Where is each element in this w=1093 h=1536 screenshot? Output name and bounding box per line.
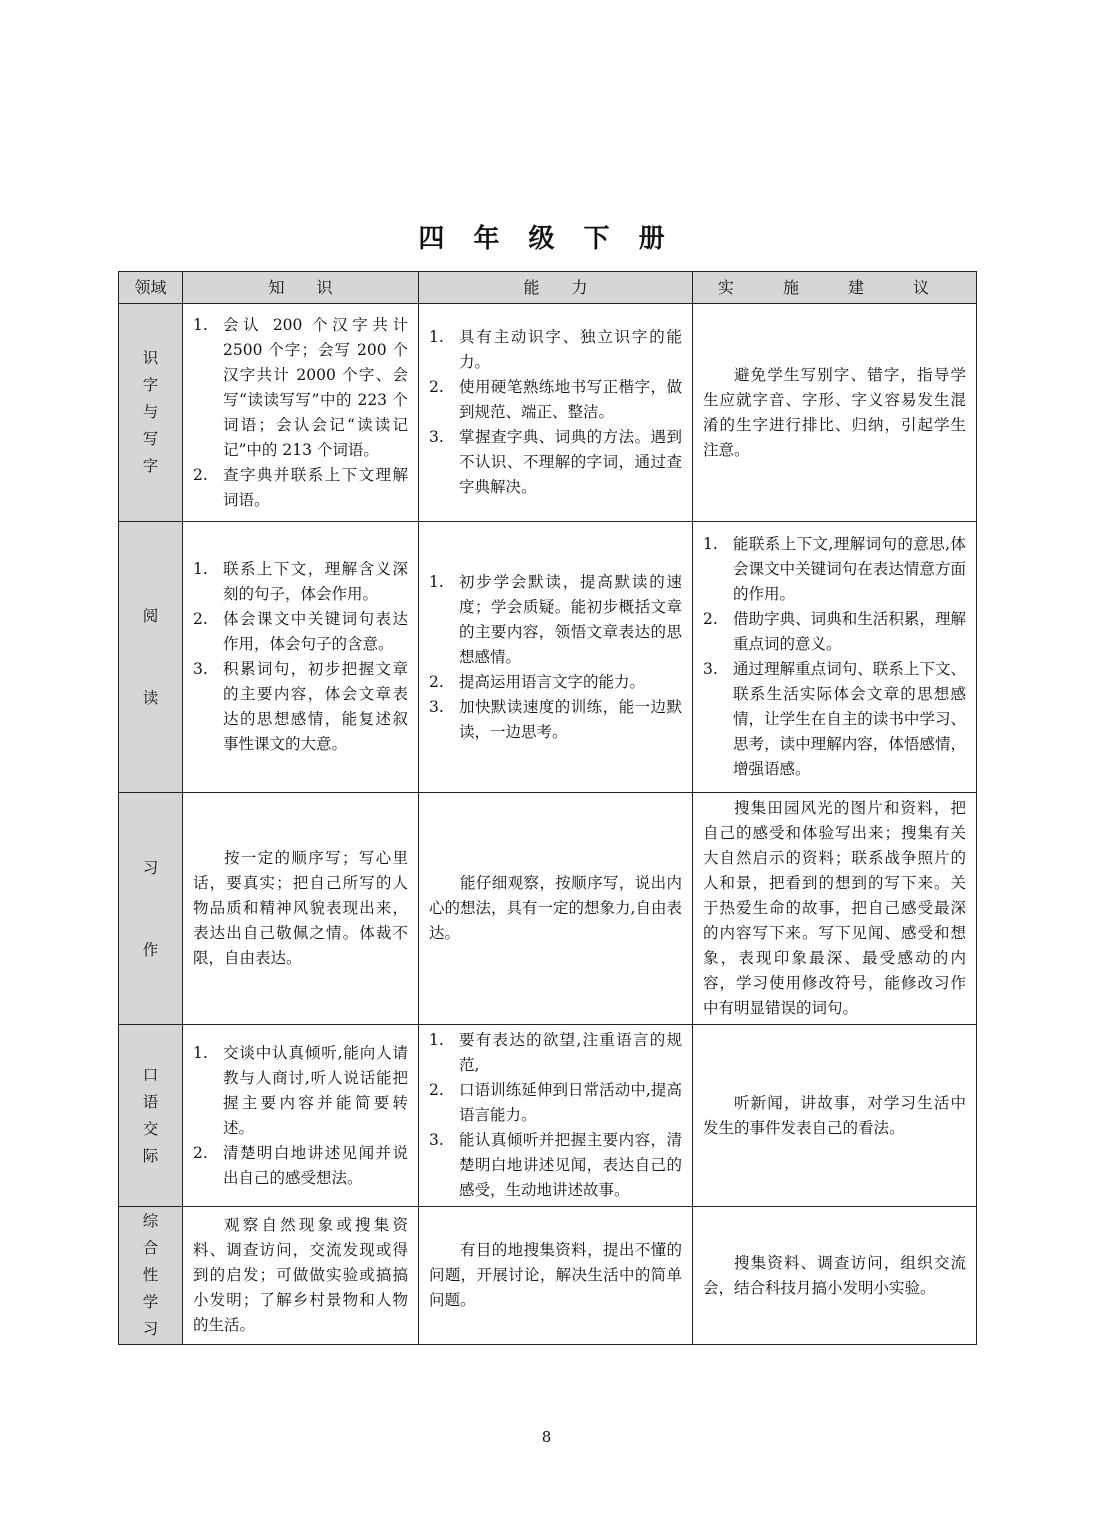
ability-cell-reading [419,522,693,793]
ability-cell-integrated [419,1207,693,1345]
knowledge-cell-literacy-list [193,313,408,513]
suggestion-cell-oral-text: 听新闻，讲故事，对学习生活中发生的事件发表自己的看法。 [703,1093,966,1137]
header-suggestion: 实 施 建 议 [693,272,977,304]
list-item: 1. 具有主动识字、独立识字的能力。 [429,328,682,371]
knowledge-cell-integrated [183,1207,419,1345]
list-item: 1. 会认 200 个汉字共计 2500 个字；会写 200 个汉字共计 2000 个字、会写“读读写写”中的 223 个词语；会认会记“读读记记”中的 213 个词语。 [193,315,408,459]
list-item: 1. 联系上下文，理解含义深刻的句子，体会作用。 [193,560,408,603]
list-item: 1. 要有表达的欲望,注重语言的规范, [429,1031,682,1074]
suggestion-cell-reading-list [703,532,966,782]
list-item: 1. 交谈中认真倾听,能向人请教与人商讨,听人说话能把握主要内容并能简要转述。 [193,1043,408,1137]
curriculum-table [118,271,977,1345]
table-row [119,1207,977,1345]
table-row [119,304,977,522]
page-title: 四 年 级 下 册 [418,224,675,254]
domain-cell-writing: 习作 [119,793,183,1025]
ability-cell-writing [419,793,693,1025]
list-item: 1. 能联系上下文,理解词句的意思,体会课文中关键词句在表达情意方面的作用。 [703,535,966,603]
ability-cell-literacy [419,304,693,522]
list-item: 2. 体会课文中关键词句表达作用，体会句子的含意。 [193,610,408,653]
list-item: 2. 查字典并联系上下文理解词语。 [193,465,408,509]
knowledge-cell-writing-text: 按一定的顺序写；写心里话，要真实；把自己所写的人物品质和精神风貌表现出来，表达出自己敬佩之情。体裁不限，自由表达。 [193,849,408,967]
knowledge-cell-oral-list [193,1041,408,1191]
domain-cell-reading: 阅读 [119,522,183,793]
list-item: 1. 初步学会默读，提高默读的速度；学会质疑。能初步概括文章的主要内容，领悟文章表达的思想感情。 [429,572,682,666]
domain-cell-literacy: 识字与写字 [119,304,183,522]
suggestion-cell-integrated [693,1207,977,1345]
ability-cell-oral [419,1025,693,1207]
ability-cell-reading-list [429,570,682,745]
suggestion-cell-literacy-text: 避免学生写别字、错字，指导学生应就字音、字形、字义容易发生混淆的生字进行排比、归纳，引起学生注意。 [703,365,966,459]
list-item: 3. 掌握查字典、词典的方法。遇到不认识、不理解的字词，通过查字典解决。 [429,428,682,496]
knowledge-cell-oral [183,1025,419,1207]
knowledge-cell-writing [183,793,419,1025]
knowledge-cell-integrated-text: 观察自然现象或搜集资料、调查访问，交流发现或得到的启发；可做做实验或搞搞小发明；了解乡村景物和人物的生活。 [193,1216,408,1334]
ability-cell-literacy-list [429,325,682,500]
ability-cell-writing-text: 能仔细观察，按顺序写，说出内心的想法，具有一定的想象力,自由表达。 [429,874,682,942]
list-item: 2. 口语训练延伸到日常活动中,提高语言能力。 [429,1081,682,1124]
table-row [119,522,977,793]
suggestion-cell-oral [693,1025,977,1207]
knowledge-cell-reading [183,522,419,793]
domain-cell-oral: 口语交际 [119,1025,183,1207]
page-number: 8 [541,1428,552,1446]
list-item: 2. 提高运用语言文字的能力。 [429,672,646,691]
suggestion-cell-reading [693,522,977,793]
suggestion-cell-literacy [693,304,977,522]
ability-cell-oral-list [429,1028,682,1203]
table-row [119,793,977,1025]
ability-cell-integrated-text: 有目的地搜集资料，提出不懂的问题，开展讨论，解决生活中的简单问题。 [429,1241,682,1309]
suggestion-cell-writing [693,793,977,1025]
list-item: 3. 能认真倾听并把握主要内容，清楚明白地讲述见闻，表达自己的感受，生动地讲述故事。 [429,1131,682,1199]
list-item: 3. 积累词句，初步把握文章的主要内容，体会文章表达的思想感情，能复述叙事性课文的大意。 [193,660,408,753]
list-item: 2. 借助字典、词典和生活积累，理解重点词的意义。 [703,610,966,653]
suggestion-cell-integrated-text: 搜集资料、调查访问，组织交流会，结合科技月搞小发明小实验。 [703,1253,966,1297]
list-item: 2. 清楚明白地讲述见闻并说出自己的感受想法。 [193,1143,408,1187]
knowledge-cell-reading-list [193,557,408,757]
list-item: 2. 使用硬笔熟练地书写正楷字，做到规范、端正、整洁。 [429,378,682,421]
header-row [119,272,977,304]
header-knowledge: 知 识 [183,272,419,304]
list-item: 3. 加快默读速度的训练，能一边默读，一边思考。 [429,697,682,741]
header-domain: 领域 [119,272,183,304]
list-item: 3. 通过理解重点词句、联系上下文、联系生活实际体会文章的思想感情，让学生在自主的读书中学习、思考，读中理解内容，体悟感情，增强语感。 [703,660,966,778]
table-row [119,1025,977,1207]
header-ability: 能 力 [419,272,693,304]
suggestion-cell-writing-text: 搜集田园风光的图片和资料，把自己的感受和体验写出来；搜集有关大自然启示的资料；联系战争照片的人和景，把看到的想到的写下来。关于热爱生命的故事，把自己感受最深的内容写下来。写下见闻、感受和想象，表现印象最深、最受感动的内容，学习使用修改符号，能修改习作中有明显错误的词句。 [703,799,966,1017]
knowledge-cell-literacy [183,304,419,522]
domain-cell-integrated: 综合性学习 [119,1207,183,1345]
